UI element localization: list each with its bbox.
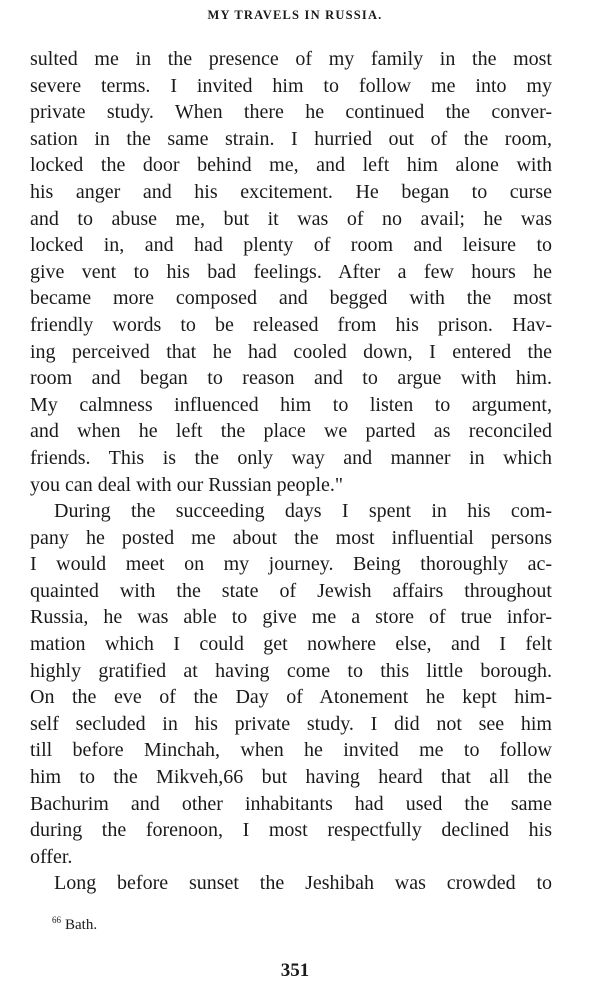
text-line: friends. This is the only way and manner in which bbox=[30, 446, 552, 469]
text-line: ing perceived that he had cooled down, I entered the bbox=[30, 340, 552, 363]
text-line: I would meet on my journey. Being thoroughly ac- bbox=[30, 553, 552, 576]
text-line: and when he left the place we parted as reconciled bbox=[30, 420, 552, 443]
running-head: MY TRAVELS IN RUSSIA. bbox=[207, 8, 383, 22]
footnote-text: Bath. bbox=[65, 917, 98, 933]
text-line: sulted me in the presence of my family in the most bbox=[30, 48, 552, 70]
text-line: his anger and his excitement. He began to curse bbox=[30, 180, 552, 203]
text-line: On the eve of the Day of Atonement he kept him- bbox=[30, 686, 552, 709]
text-line: self secluded in his private study. I did not see him bbox=[30, 712, 552, 735]
text-line: give vent to his bad feelings. After a few hours he bbox=[30, 260, 552, 283]
text-line: you can deal with our Russian people." bbox=[30, 473, 344, 496]
text-line: became more composed and begged with the most bbox=[30, 287, 552, 310]
text-line: locked the door behind me, and left him alone with bbox=[30, 154, 552, 177]
text-line: quainted with the state of Jewish affairs throughout bbox=[30, 579, 552, 602]
page-number: 351 bbox=[280, 960, 310, 981]
text-line: sation in the same strain. I hurried out of the room, bbox=[30, 127, 552, 150]
text-line: highly gratified at having come to this little borough. bbox=[30, 659, 552, 682]
text-line: room and began to reason and to argue with him. bbox=[30, 367, 552, 390]
body-text bbox=[30, 46, 552, 897]
text-line: My calmness influenced him to listen to argument, bbox=[30, 393, 552, 416]
text-line: till before Minchah, when he invited me to follow bbox=[30, 739, 552, 762]
text-line: Bachurim and other inhabitants had used the same bbox=[30, 792, 552, 815]
text-line: Russia, he was able to give me a store of true infor- bbox=[30, 606, 552, 629]
text-line: During the succeeding days I spent in his com- bbox=[54, 500, 552, 523]
text-line: mation which I could get nowhere else, and I felt bbox=[30, 633, 552, 656]
footnote bbox=[52, 915, 97, 934]
text-line: pany he posted me about the most influential persons bbox=[30, 526, 552, 549]
text-line: him to the Mikveh,66 but having heard that all the bbox=[30, 766, 552, 789]
text-line: during the forenoon, I most respectfully declined his bbox=[30, 819, 552, 842]
text-line: Long before sunset the Jeshibah was crowded to bbox=[54, 872, 552, 895]
text-line: severe terms. I invited him to follow me into my bbox=[30, 74, 552, 97]
text-line: friendly words to be released from his prison. Hav- bbox=[30, 313, 552, 336]
footnote-marker: 66 bbox=[52, 915, 61, 925]
text-line: and to abuse me, but it was of no avail; he was bbox=[30, 207, 552, 230]
text-line: locked in, and had plenty of room and leisure to bbox=[30, 234, 552, 257]
text-line: offer. bbox=[30, 845, 73, 868]
text-line: private study. When there he continued the conver- bbox=[30, 101, 552, 124]
